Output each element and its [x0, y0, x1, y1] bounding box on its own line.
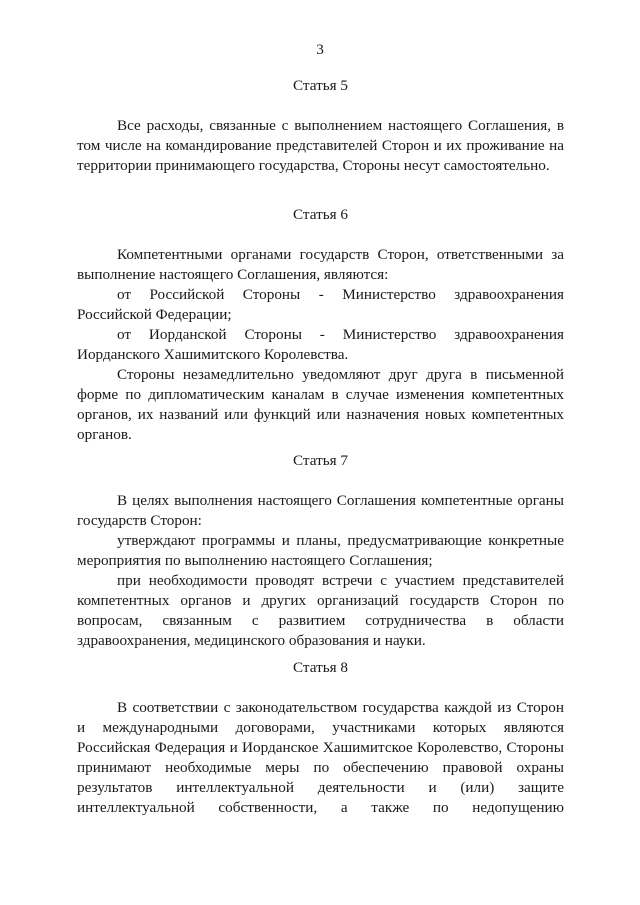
article-paragraph: от Иорданской Стороны - Министерство здравоохранения Иорданского Хашимитского Королевства.: [77, 326, 564, 363]
article-5: [77, 76, 564, 176]
article-paragraph: Компетентными органами государств Сторон, ответственными за выполнение настоящего Соглашения, являются:: [77, 246, 564, 283]
article-heading: Статья 5: [292, 77, 349, 94]
article-paragraph: при необходимости проводят встречи с участием представителей компетентных органов и других организаций государств Сторон по вопросам, связанным с развитием сотрудничества в области здравоохранения, медицинского образования и науки.: [77, 572, 564, 649]
article-paragraph: Стороны незамедлительно уведомляют друг друга в письменной форме по дипломатическим каналам в случае изменения компетентных органов, их названий или функций или назначения новых компетентных органов.: [77, 366, 564, 443]
article-7: [77, 451, 564, 651]
article-heading: Статья 6: [292, 206, 349, 223]
article-paragraph: В соответствии с законодательством государства каждой из Сторон и международными договорами, участниками которых являются Российская Федерация и Иорданское Хашимитское Королевство, Стороны принимают необходимые меры по обеспечению правовой охраны результатов интеллектуальной деятельности и (или) защите интеллектуальной собственности, а также по недопущению: [77, 699, 564, 816]
article-heading: Статья 8: [292, 659, 349, 676]
article-8: [77, 658, 564, 818]
page-number: 3: [316, 41, 324, 58]
article-6: [77, 205, 564, 445]
article-heading: Статья 7: [292, 452, 349, 469]
article-paragraph: утверждают программы и планы, предусматривающие конкретные мероприятия по выполнению настоящего Соглашения;: [77, 532, 564, 569]
article-paragraph: от Российской Стороны - Министерство здравоохранения Российской Федерации;: [77, 286, 564, 323]
article-paragraph: Все расходы, связанные с выполнением настоящего Соглашения, в том числе на командирование представителей Сторон и их проживание на территории принимающего государства, Стороны несут самостоятельно.: [77, 117, 564, 174]
article-paragraph: В целях выполнения настоящего Соглашения компетентные органы государств Сторон:: [77, 492, 564, 529]
